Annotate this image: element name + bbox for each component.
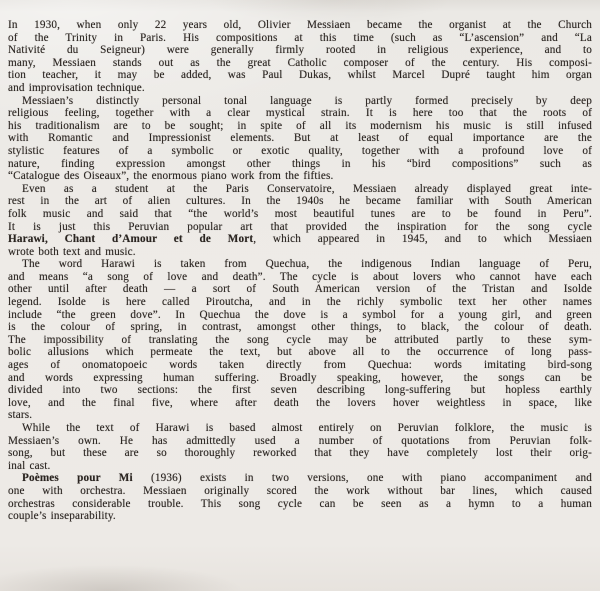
text-line: stars. (8, 409, 33, 422)
text-line: and improvisation technique. (8, 81, 145, 94)
text-line: stylistic features of a symbolic or exotic quality, together with a profound love of (8, 144, 592, 157)
text-line: Even as a student at the Paris Conservatoire, Messiaen already displayed great inte- (22, 182, 592, 195)
paragraph (8, 472, 592, 522)
text-line: wrote both text and music. (8, 245, 136, 258)
text-line: and means “a song of love and death”. The cycle is about lovers who cannot have each (8, 270, 592, 283)
text-line: tion teacher, it may be added, was Paul Dukas, whilst Marcel Dupré taught him organ (8, 69, 592, 82)
text-line: couple’s inseparability. (8, 510, 116, 523)
paragraph (8, 19, 592, 95)
text-line: Harawi, Chant d’Amour et de Mort, which appeared in 1945, and to which Messiaen (8, 233, 592, 246)
text-line: Nativité du Seigneur) were generally firmly rooted in religious experience, and to (8, 44, 592, 57)
paragraph (8, 95, 592, 183)
text-line: “Catalogue des Oiseaux”, the enormous piano work from the fifties. (8, 170, 334, 183)
text-line: orchestras considerable trouble. This song cycle can be seen as a hymn to a human (8, 497, 592, 510)
text-line: While the text of Harawi is based almost entirely on Peruvian folklore, the music is (22, 422, 592, 434)
paragraph (8, 258, 592, 422)
text-line: other until after death — a sort of South American version of the Tristan and Isolde (8, 283, 592, 296)
text-line: and words expressing human suffering. Broadly speaking, however, the songs can be (8, 371, 592, 384)
paragraph (8, 422, 592, 472)
text-line: religious feeling, together with a clear mystical strain. It is here too that the roots of (8, 107, 592, 120)
text-line: ages of onomatopoeic words taken directly from Quechua: words imitating bird-song (8, 359, 592, 372)
text-line: is the colour of spring, in contrast, amongst other things, to black, the colour of death. (8, 321, 592, 334)
text-line: Messiaen’s distinctly personal tonal language is partly formed precisely by deep (22, 94, 592, 107)
text-line: inal cast. (8, 459, 51, 472)
text-line: include “the green dove”. In Quechua the dove is a symbol for a young girl, and green (8, 308, 592, 321)
text-line: nature, finding expression amongst other things in his “bird compositions” such as (8, 157, 592, 170)
text-line: folk music and said that “the world’s most beautiful tunes are to be found in Peru”. (8, 207, 592, 220)
text-line: of the Trinity in Paris. His compositions at this time (such as “L’ascension” and “La (8, 31, 592, 44)
text-line: rest in the art of alien cultures. In the 1940s he became familiar with South American (8, 195, 592, 208)
text-line: song, but these are so thoroughly reworked that they have completely lost their orig- (8, 447, 592, 460)
text-line: many, Messiaen stands out as the great Catholic composer of the century. His composi- (8, 56, 592, 69)
text-line: love, and the final five, where after death the lovers hover weightless in space, like (8, 396, 592, 409)
text-line: Messiaen’s own. He has admittedly used a number of quotations from Peruvian folk- (8, 434, 592, 447)
text-line: In 1930, when only 22 years old, Olivier Messiaen became the organist at the Church (8, 19, 592, 31)
text-line: It is just this Peruvian popular art that provided the inspiration for the song cycle (8, 220, 592, 233)
text-line: The word Harawi is taken from Quechua, the indigenous Indian language of Peru, (22, 258, 592, 271)
text-line: The impossibility of translating the song cycle may be attributed partly to these sym- (8, 333, 592, 346)
text-line: bolic allusions which permeate the text, but above all to the occurrence of long pass- (8, 346, 592, 359)
text-line: legend. Isolde is here called Piroutcha, and in the richly symbolic text her other names (8, 296, 592, 309)
text-line: divided into two sections: the first seven describing long-suffering but hopless earthly (8, 384, 592, 397)
text-line: Poèmes pour Mi (1936) exists in two versions, one with piano accompaniment and (22, 472, 592, 485)
paragraph (8, 183, 592, 259)
article-text (8, 19, 592, 523)
text-line: with Romantic and Impressionist elements. But at least of equal importance are the (8, 132, 592, 145)
text-line: his traditionalism are to be sought; in spite of all its modernism his music is still infused (8, 119, 592, 132)
text-line: one with orchestra. Messiaen originally scored the work without bar lines, which caused (8, 484, 592, 497)
